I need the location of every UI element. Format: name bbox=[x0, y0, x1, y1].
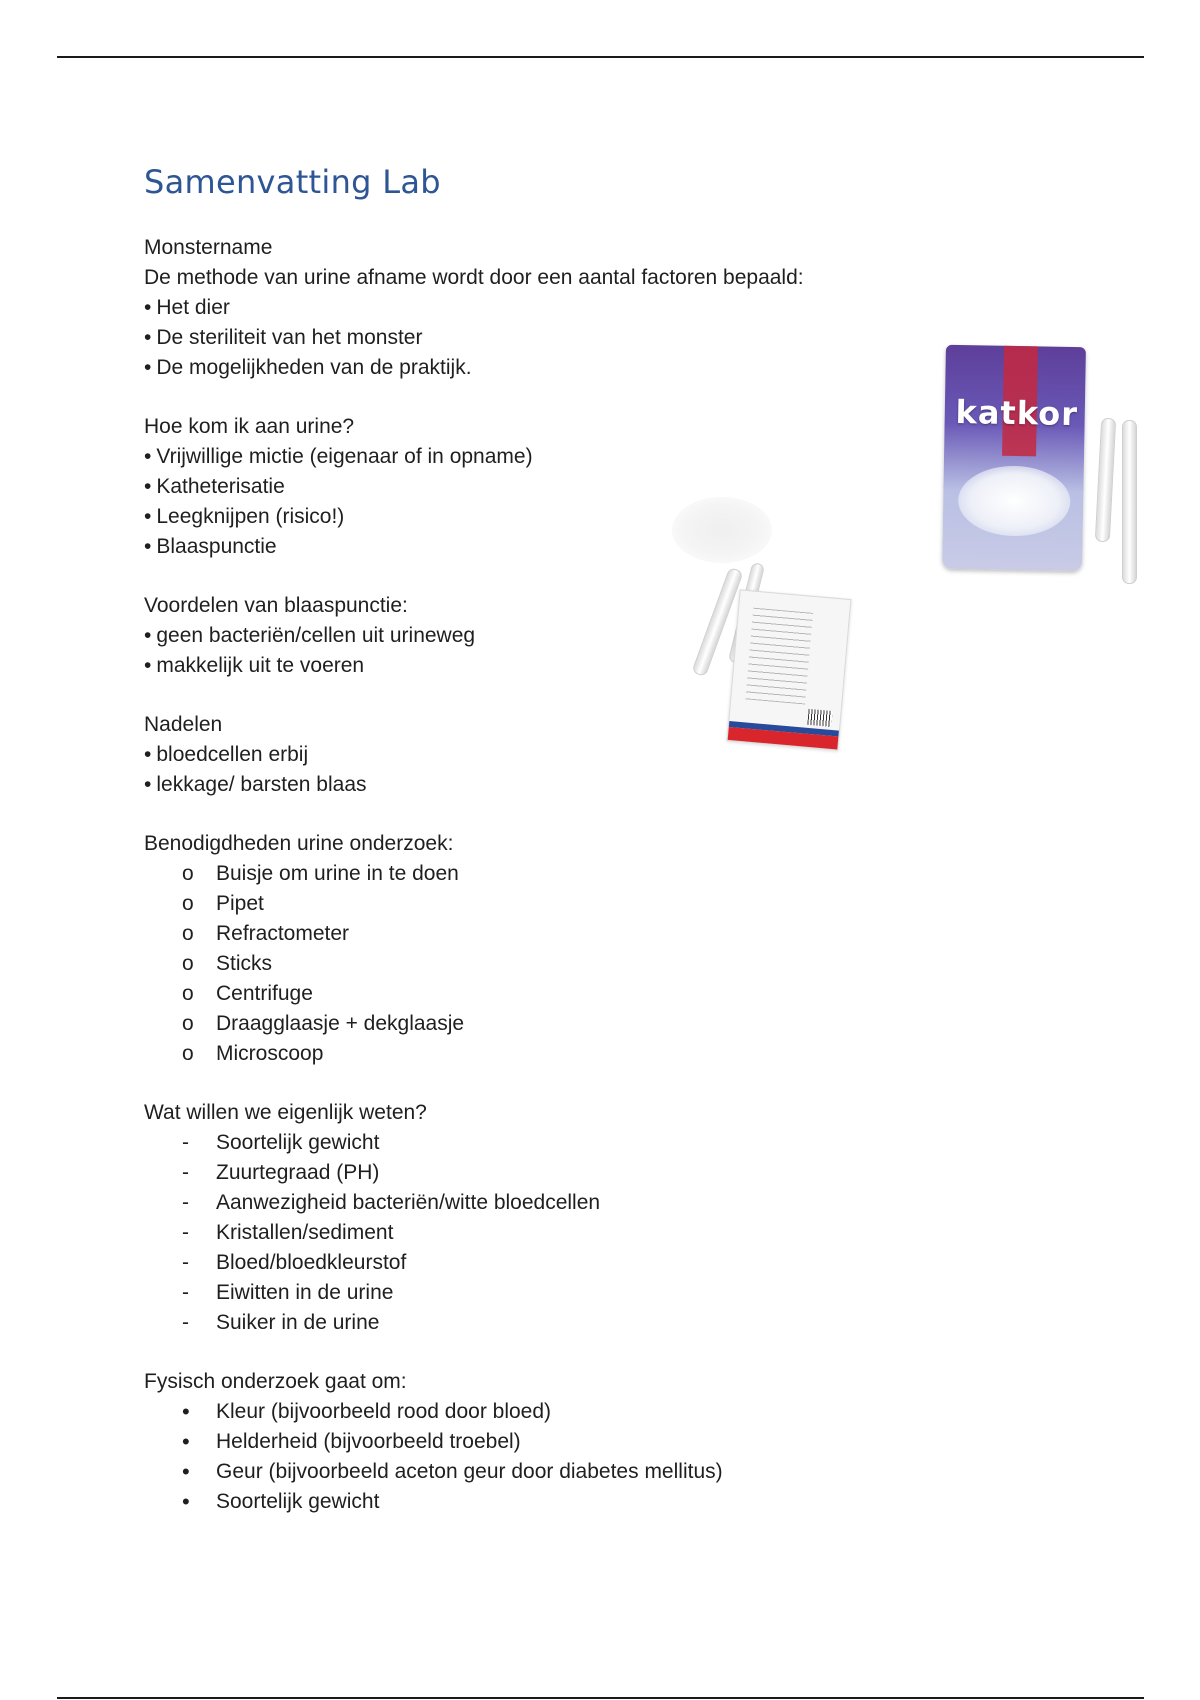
list-item: - Suiker in de urine bbox=[182, 1311, 380, 1334]
section-heading: Wat willen we eigenlijk weten? bbox=[144, 1101, 427, 1124]
bullet-list bbox=[144, 293, 904, 383]
section-heading: Fysisch onderzoek gaat om: bbox=[144, 1370, 407, 1393]
list-item: o Draagglaasje + dekglaasje bbox=[182, 1012, 465, 1035]
list-item: • Kleur (bijvoorbeeld rood door bloed) bbox=[182, 1399, 552, 1424]
section-monstername bbox=[144, 233, 904, 383]
list-item: • De mogelijkheden van de praktijk. bbox=[144, 353, 904, 383]
list-item: • Het dier bbox=[144, 293, 904, 323]
list-item: o Sticks bbox=[182, 952, 273, 975]
list-item: o Centrifuge bbox=[182, 982, 313, 1005]
list-item: - Eiwitten in de urine bbox=[182, 1281, 394, 1304]
dash-list bbox=[144, 1128, 904, 1338]
list-item: • Vrijwillige mictie (eigenaar of in opname) bbox=[144, 442, 904, 472]
list-item: o Microscoop bbox=[182, 1042, 324, 1065]
katkor-bag-image bbox=[942, 345, 1086, 571]
section-heading: Nadelen bbox=[144, 713, 223, 736]
section-benodigdheden bbox=[144, 829, 904, 1069]
list-item: • Blaaspunctie bbox=[144, 532, 904, 562]
list-item: • De steriliteit van het monster bbox=[144, 323, 904, 353]
katkor-brand-label: katkor bbox=[955, 392, 1079, 434]
bullet-list bbox=[144, 740, 904, 800]
section-intro: De methode van urine afname wordt door een aantal factoren bepaald: bbox=[144, 266, 804, 289]
section-heading: Hoe kom ik aan urine? bbox=[144, 415, 355, 438]
bullet-list bbox=[144, 621, 904, 681]
list-item: o Refractometer bbox=[182, 922, 350, 945]
list-item: • Soortelijk gewicht bbox=[182, 1489, 380, 1514]
document-body bbox=[144, 233, 904, 1546]
list-item: • Geur (bijvoorbeeld aceton geur door diabetes mellitus) bbox=[182, 1459, 723, 1484]
list-item: • Katheterisatie bbox=[144, 472, 904, 502]
list-item: • Helderheid (bijvoorbeeld troebel) bbox=[182, 1429, 521, 1454]
list-item: - Zuurtegraad (PH) bbox=[182, 1161, 380, 1184]
section-urine bbox=[144, 412, 904, 562]
list-item: - Soortelijk gewicht bbox=[182, 1131, 380, 1154]
page-title: Samenvatting Lab bbox=[144, 163, 441, 201]
section-nadelen bbox=[144, 710, 904, 800]
list-item: o Pipet bbox=[182, 892, 264, 915]
list-item: • makkelijk uit te voeren bbox=[144, 651, 904, 681]
list-item: - Kristallen/sediment bbox=[182, 1221, 394, 1244]
circle-list bbox=[144, 859, 904, 1069]
list-item: • bloedcellen erbij bbox=[144, 740, 904, 770]
bullet-list bbox=[144, 1397, 904, 1517]
pipette-image bbox=[1122, 420, 1137, 584]
section-heading: Benodigdheden urine onderzoek: bbox=[144, 832, 454, 855]
bullet-list bbox=[144, 442, 904, 562]
list-item: o Buisje om urine in te doen bbox=[182, 862, 459, 885]
header-rule bbox=[57, 56, 1144, 58]
section-fysisch bbox=[144, 1367, 904, 1517]
section-weten bbox=[144, 1098, 904, 1338]
list-item: • lekkage/ barsten blaas bbox=[144, 770, 904, 800]
section-heading: Monstername bbox=[144, 236, 273, 259]
list-item: - Aanwezigheid bacteriën/witte bloedcellen bbox=[182, 1191, 601, 1214]
section-voordelen bbox=[144, 591, 904, 681]
section-heading: Voordelen van blaaspunctie: bbox=[144, 594, 408, 617]
footer-rule bbox=[57, 1697, 1144, 1699]
pipette-image bbox=[1095, 418, 1116, 543]
list-item: • Leegknijpen (risico!) bbox=[144, 502, 904, 532]
list-item: - Bloed/bloedkleurstof bbox=[182, 1251, 407, 1274]
list-item: • geen bacteriën/cellen uit urineweg bbox=[144, 621, 904, 651]
bag-crystals bbox=[958, 465, 1071, 537]
